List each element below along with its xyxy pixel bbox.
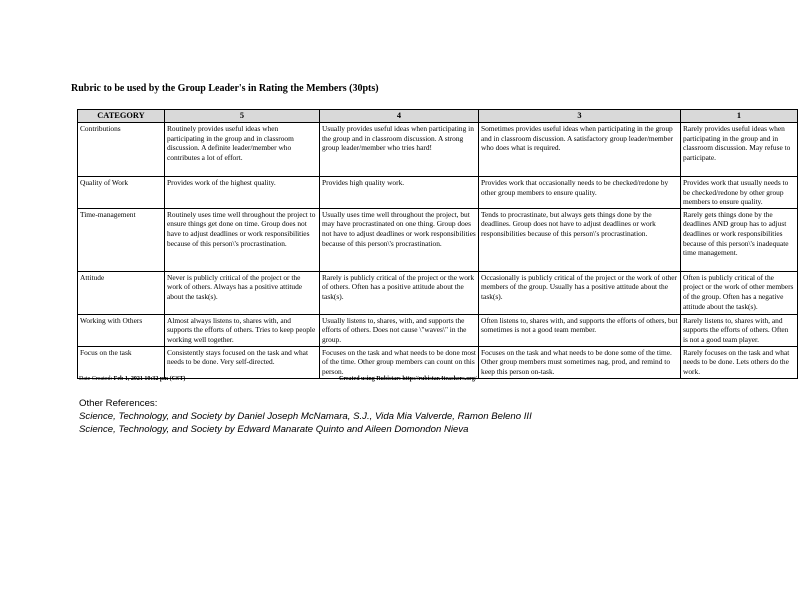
rubric-cell: Often is publicly critical of the project or the work of other members of the group. Often has a negative attitude about the task(s). <box>681 271 798 314</box>
date-created-value: Feb 1, 2021 10:32 pm (CST) <box>113 376 186 382</box>
created-with <box>339 376 477 382</box>
date-created-label: Date Created: <box>79 376 113 382</box>
table-row <box>78 208 798 271</box>
category-cell: Quality of Work <box>78 177 165 209</box>
created-with-text: Created using Rubistar: http://rubistar.4teachers.org/ <box>339 376 477 382</box>
rubric-cell: Routinely uses time well throughout the project to ensure things get done on time. Group does not have to adjust deadlines or work responsibilities because of this person\'s procrastination. <box>165 208 320 271</box>
rubric-cell: Usually listens to, shares, with, and supports the efforts of others. Does not cause \"waves\" in the group. <box>320 314 479 346</box>
rubric-cell: Occasionally is publicly critical of the project or the work of other members of the group. Usually has a positive attitude about the task(s). <box>479 271 681 314</box>
rubric-cell: Usually uses time well throughout the project, but may have procrastinated on one thing. Group does not have to adjust deadlines or work responsibilities because of this person\'s procrastination. <box>320 208 479 271</box>
rubric-cell: Provides work of the highest quality. <box>165 177 320 209</box>
category-cell: Focus on the task <box>78 346 165 378</box>
rubric-cell: Rarely provides useful ideas when participating in the group and in classroom discussion. May refuse to participate. <box>681 123 798 177</box>
header-category: CATEGORY <box>78 110 165 123</box>
rubric-cell: Sometimes provides useful ideas when participating in the group and in classroom discussion. A satisfactory group leader/member who does what is required. <box>479 123 681 177</box>
header-score-3: 3 <box>479 110 681 123</box>
rubric-cell: Rarely listens to, shares with, and supports the efforts of others. Often is not a good team player. <box>681 314 798 346</box>
category-cell: Time-management <box>78 208 165 271</box>
rubric-cell: Routinely provides useful ideas when participating in the group and in classroom discussion. A definite leader/member who contributes a lot of effort. <box>165 123 320 177</box>
header-row <box>78 110 798 123</box>
rubric-cell: Rarely focuses on the task and what needs to be done. Lets others do the work. <box>681 346 798 378</box>
rubric-cell: Provides work that usually needs to be checked/redone by other group members to ensure quality. <box>681 177 798 209</box>
references <box>79 397 532 436</box>
category-cell: Working with Others <box>78 314 165 346</box>
rubric-title: Rubric to be used by the Group Leader's in Rating the Members (30pts) <box>71 83 379 94</box>
reference-item: Science, Technology, and Society by Edward Manarate Quinto and Aileen Domondon Nieva <box>79 424 469 435</box>
table-row <box>78 123 798 177</box>
header-score-1: 1 <box>681 110 798 123</box>
rubric-cell: Tends to procrastinate, but always gets things done by the deadlines. Group does not have to adjust deadlines or work responsibilities because of this person\'s procrastination. <box>479 208 681 271</box>
category-cell: Contributions <box>78 123 165 177</box>
rubric-cell: Usually provides useful ideas when participating in the group and in classroom discussion. A strong group leader/member who tries hard! <box>320 123 479 177</box>
rubric-cell: Often listens to, shares with, and supports the efforts of others, but sometimes is not a good team member. <box>479 314 681 346</box>
category-cell: Attitude <box>78 271 165 314</box>
date-created <box>79 376 185 382</box>
table-row <box>78 177 798 209</box>
rubric-cell: Almost always listens to, shares with, and supports the efforts of others. Tries to keep people working well together. <box>165 314 320 346</box>
references-heading: Other References: <box>79 398 158 409</box>
reference-item: Science, Technology, and Society by Daniel Joseph McNamara, S.J., Vida Mia Valverde, Ramon Beleno III <box>79 411 532 422</box>
table-row <box>78 271 798 314</box>
table-row <box>78 314 798 346</box>
rubric-cell: Never is publicly critical of the project or the work of others. Always has a positive attitude about the task(s). <box>165 271 320 314</box>
table-row <box>78 346 798 378</box>
rubric-cell: Rarely is publicly critical of the project or the work of others. Often has a positive attitude about the task(s). <box>320 271 479 314</box>
rubric-cell: Provides high quality work. <box>320 177 479 209</box>
rubric-cell: Focuses on the task and what needs to be done most of the time. Other group members can count on this person. <box>320 346 479 378</box>
rubric-cell: Rarely gets things done by the deadlines AND group has to adjust deadlines or work responsibilities because of this person\'s inadequate time management. <box>681 208 798 271</box>
header-score-5: 5 <box>165 110 320 123</box>
rubric-table <box>77 109 798 379</box>
rubric-cell: Consistently stays focused on the task and what needs to be done. Very self-directed. <box>165 346 320 378</box>
header-score-4: 4 <box>320 110 479 123</box>
rubric-cell: Provides work that occasionally needs to be checked/redone by other group members to ensure quality. <box>479 177 681 209</box>
rubric-cell: Focuses on the task and what needs to be done some of the time. Other group members must sometimes nag, prod, and remind to keep this person on-task. <box>479 346 681 378</box>
